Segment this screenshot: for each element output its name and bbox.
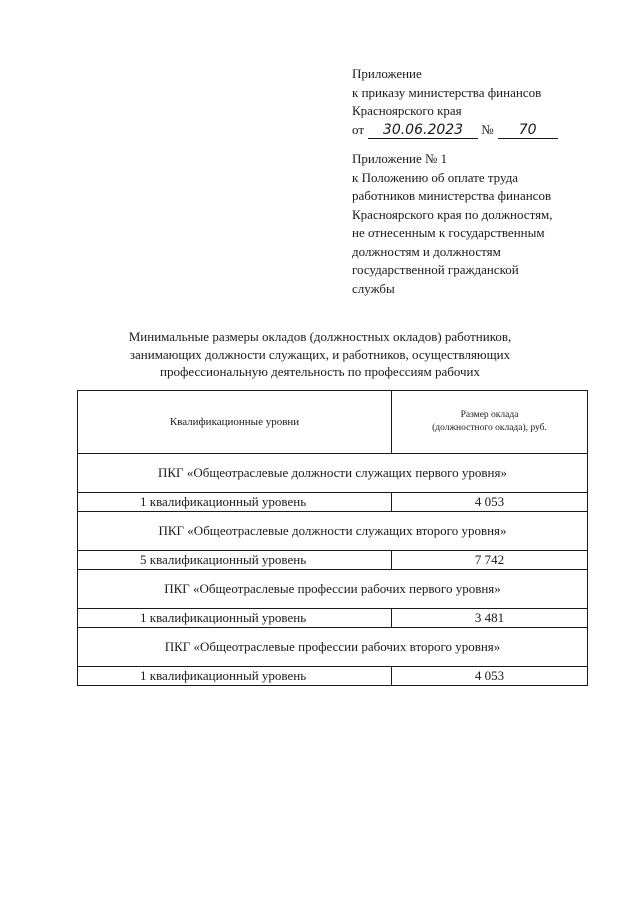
table-row <box>78 667 588 686</box>
appendix2-line: Красноярского края по должностям, <box>352 206 553 222</box>
appendix2-line: должностям и должностям <box>352 243 501 259</box>
group-name: ПКГ «Общеотраслевые профессии рабочих первого уровня» <box>78 570 588 609</box>
title-line: профессиональную деятельность по профессиям рабочих <box>160 364 480 379</box>
order-number: 70 <box>498 122 558 139</box>
appendix2-line: Приложение № 1 <box>352 151 448 166</box>
qualification-level: 5 квалификационный уровень <box>78 551 392 570</box>
table-row <box>78 493 588 512</box>
qualification-level: 1 квалификационный уровень <box>78 609 392 628</box>
qualification-level: 1 квалификационный уровень <box>78 667 392 686</box>
from-label: от <box>352 121 365 137</box>
appendix-region-line: Красноярского края <box>352 103 462 118</box>
appendix2-line: службы <box>352 280 395 296</box>
title-line: занимающих должности служащих, и работников, осуществляющих <box>129 346 511 362</box>
table-header-row <box>78 391 588 454</box>
salary-table <box>77 390 588 686</box>
document-title <box>60 328 580 381</box>
header-qualification-levels: Квалификационные уровни <box>78 391 392 454</box>
appendix-date-line <box>352 121 612 140</box>
order-date: 30.06.2023 <box>368 122 478 139</box>
table-row <box>78 551 588 570</box>
appendix2-line: не отнесенным к государственным <box>352 225 545 240</box>
table-row-group <box>78 454 588 493</box>
number-label: № <box>481 121 494 137</box>
appendix2-block <box>352 150 614 298</box>
appendix2-line: к Положению об оплате труда <box>352 169 519 185</box>
table-row <box>78 609 588 628</box>
table-row-group <box>78 628 588 667</box>
salary-value: 4 053 <box>392 493 588 512</box>
salary-value: 3 481 <box>392 609 588 628</box>
salary-value: 7 742 <box>392 551 588 570</box>
title-line: Минимальные размеры окладов (должностных окладов) работников, <box>128 329 512 344</box>
appendix2-line: работников министерства финансов <box>352 188 552 203</box>
header-salary-line1: Размер оклада <box>460 410 519 420</box>
group-name: ПКГ «Общеотраслевые должности служащих первого уровня» <box>78 454 588 493</box>
appendix-order-line: к приказу министерства финансов <box>352 84 542 100</box>
salary-value: 4 053 <box>392 667 588 686</box>
appendix-block <box>352 65 612 139</box>
group-name: ПКГ «Общеотраслевые должности служащих второго уровня» <box>78 512 588 551</box>
group-name: ПКГ «Общеотраслевые профессии рабочих второго уровня» <box>78 628 588 667</box>
table-row-group <box>78 570 588 609</box>
appendix2-line: государственной гражданской <box>352 262 519 277</box>
header-salary-line2: (должностного оклада), руб. <box>432 423 547 433</box>
table-row-group <box>78 512 588 551</box>
qualification-level: 1 квалификационный уровень <box>78 493 392 512</box>
header-salary-size <box>392 391 588 454</box>
appendix-title: Приложение <box>352 66 422 81</box>
